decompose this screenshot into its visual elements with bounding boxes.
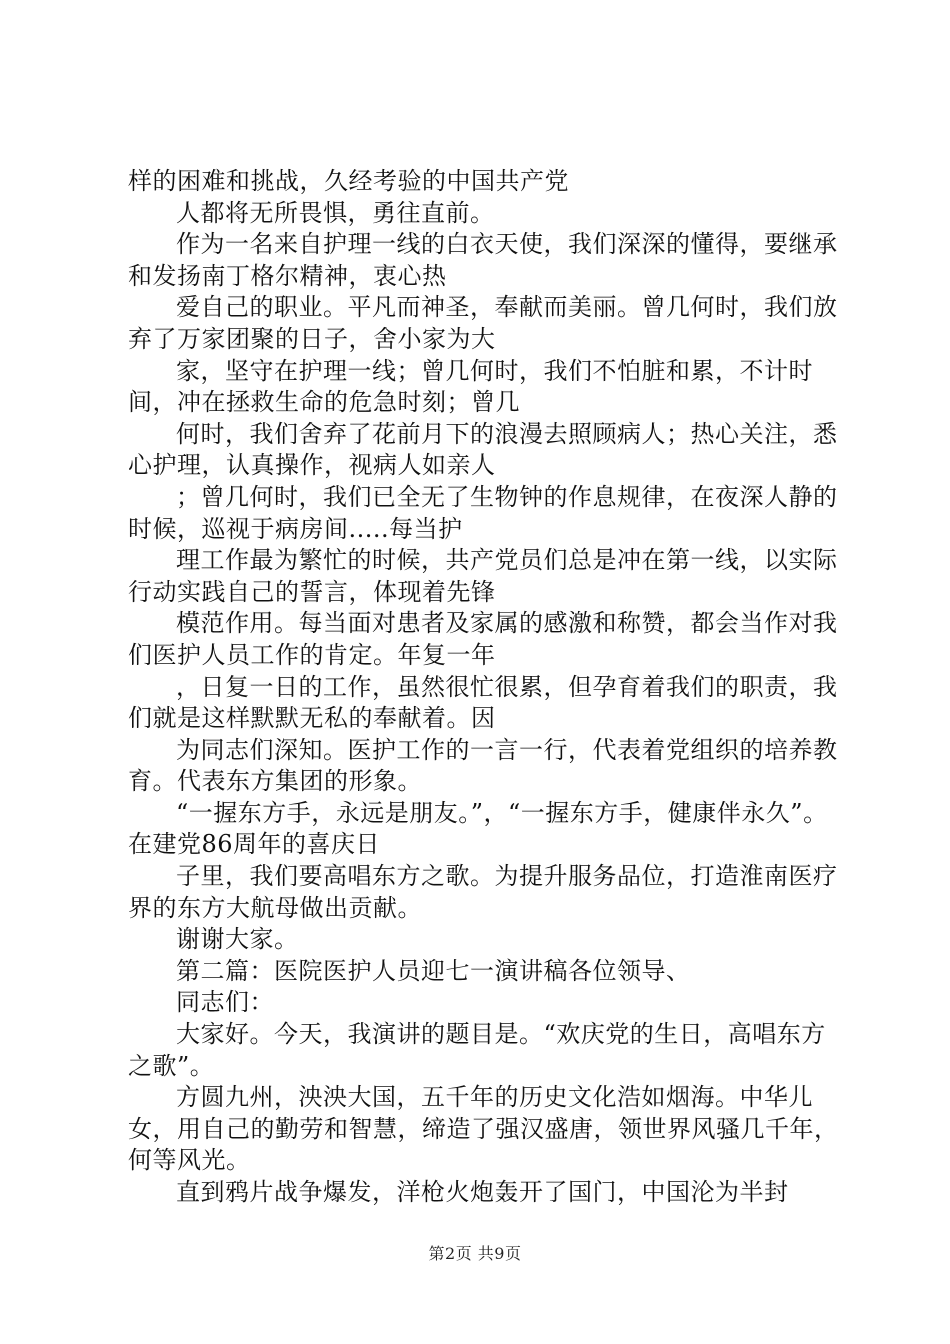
paragraph: 样的困难和挑战，久经考验的中国共产党 [128,167,569,195]
paragraph: 大家好。今天，我演讲的题目是。“欢庆党的生日，高唱东方之歌”。 [128,1020,826,1080]
paragraph: ；曾几何时，我们已全无了生物钟的作息规律，在夜深人静的时候，巡视于病房间.....每当护 [128,482,838,543]
paragraph: 作为一名来自护理一线的白衣天使，我们深深的懂得，要继承和发扬南丁格尔精神，衷心热 [128,230,838,290]
paragraph: “一握东方手，永远是朋友。”，“一握东方手，健康伴永久”。在建党86周年的喜庆日 [128,798,828,859]
paragraph: 子里，我们要高唱东方之歌。为提升服务品位，打造淮南医疗界的东方大航母做出贡献。 [128,862,838,922]
paragraph: 为同志们深知。医护工作的一言一行，代表着党组织的培养教育。代表东方集团的形象。 [128,735,838,796]
paragraph: 直到鸦片战争爆发，洋枪火炮轰开了国门，中国沦为半封 [176,1178,789,1206]
document-body [128,166,840,1209]
paragraph: 何时，我们舍弃了花前月下的浪漫去照顾病人；热心关注，悉心护理，认真操作，视病人如亲人 [128,419,838,480]
paragraph: 模范作用。每当面对患者及家属的感激和称赞，都会当作对我们医护人员工作的肯定。年复一年 [128,609,838,669]
paragraph: 家，坚守在护理一线；曾几何时，我们不怕脏和累，不计时间，冲在拯救生命的危急时刻；曾几 [128,356,813,417]
paragraph: 谢谢大家。 [176,925,299,954]
paragraph: 人都将无所畏惧，勇往直前。 [176,198,495,227]
paragraph: 爱自己的职业。平凡而神圣，奉献而美丽。曾几何时，我们放弃了万家团聚的日子，舍小家为大 [128,293,838,353]
paragraph: 第二篇：医院医护人员迎七一演讲稿各位领导、 [176,956,691,985]
paragraph: 理工作最为繁忙的时候，共产党员们总是冲在第一线，以实际行动实践自己的誓言，体现着先锋 [128,546,838,606]
paragraph: 方圆九州，泱泱大国，五千年的历史文化浩如烟海。中华儿女，用自己的勤劳和智慧，缔造了强汉盛唐，领世界风骚几千年，何等风光。 [128,1083,839,1175]
paragraph: 同志们： [176,988,274,1017]
page-footer: 第2页 共9页 [428,1244,522,1263]
paragraph: ，日复一日的工作，虽然很忙很累，但孕育着我们的职责，我们就是这样默默无私的奉献着。因 [128,672,838,733]
